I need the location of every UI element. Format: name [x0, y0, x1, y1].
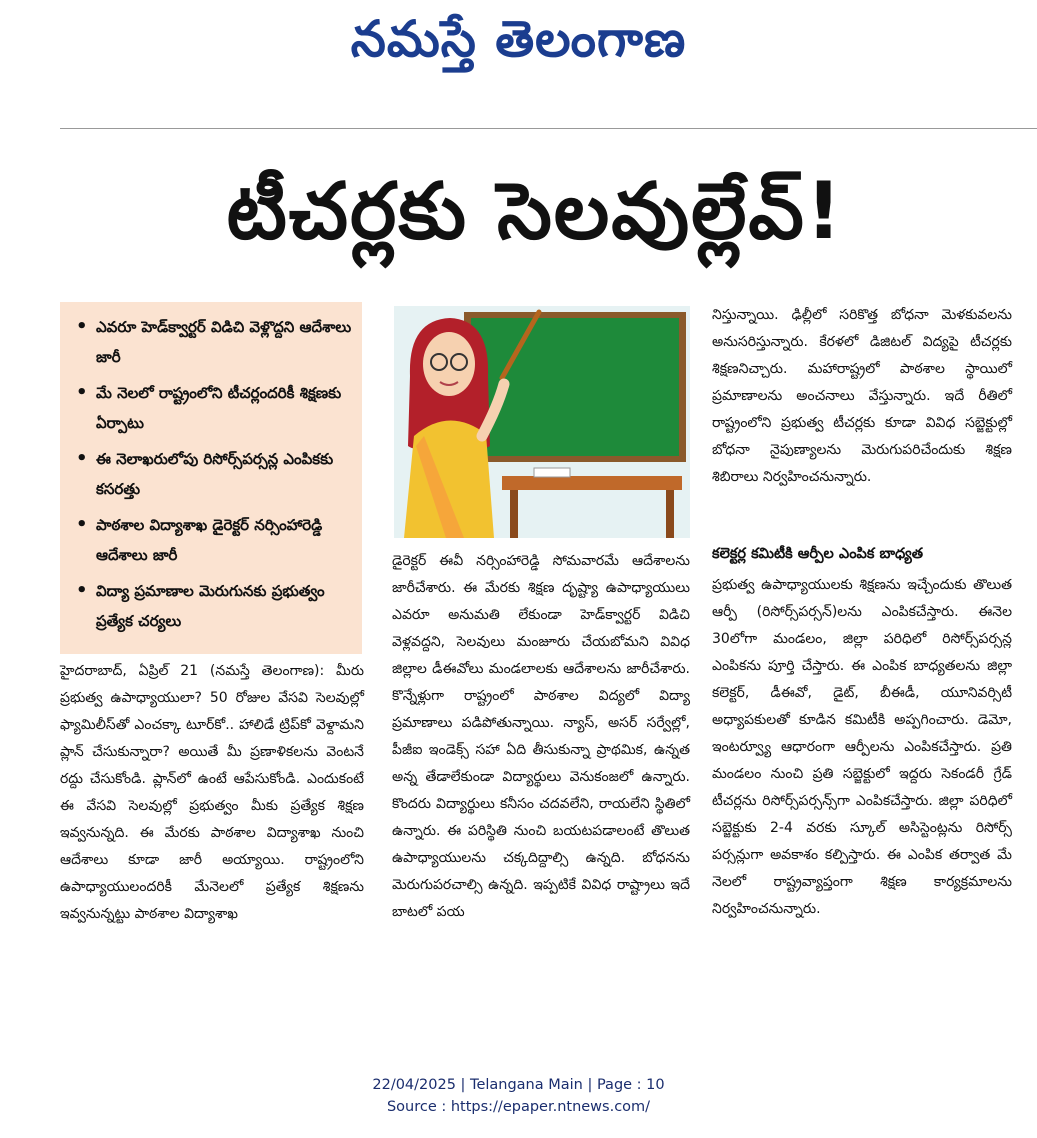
article-column-3-continued: [712, 572, 1012, 992]
highlights-box: [60, 302, 362, 654]
highlight-item: • విద్యా ప్రమాణాల మెరుగునకు ప్రభుత్వం ప్రత్యేక చర్యలు: [74, 576, 352, 636]
highlight-item: • ఈ నెలాఖరులోపు రిసోర్స్‌పర్సన్ల ఎంపికకు కసరత్తు: [74, 444, 352, 504]
masthead-divider: [60, 128, 1037, 129]
section-subheading: కలెక్టర్ల కమిటీకి ఆర్పీల ఎంపిక బాధ్యత: [712, 546, 924, 562]
article-column-2: [392, 548, 690, 998]
teacher-at-blackboard-image: [394, 306, 690, 538]
newspaper-masthead: నమస్తే తెలంగాణ: [350, 9, 687, 68]
highlight-item: • పాఠశాల విద్యాశాఖ డైరెక్టర్ నర్సింహారెడ్డి ఆదేశాలు జారీ: [74, 510, 352, 570]
article-paragraph: ప్రభుత్వ ఉపాధ్యాయులకు శిక్షణను ఇచ్చేందుకు తొలుత ఆర్పీ (రిసోర్స్‌పర్సన్)లను ఎంపికచేస్తారు. ఈనెల 30లోగా మండలం, జిల్లా పరిధిలో రిసోర్స్‌పర్సన్ల ఎంపికను పూర్తి చేస్తారు. ఈ ఎంపిక బాధ్యతలను జిల్లా కలెక్టర్, డీఈవో, డైట్, బీఈడీ, యూనివర్సిటీ అధ్యాపకులతో కూడిన కమిటీకి అప్పగించారు. డెమో, ఇంటర్వ్యూ ఆధారంగా ఆర్పీలను ఎంపికచేస్తారు. ప్రతి మండలం నుంచి ప్రతి సబ్జెక్టులో ఇద్దరు సెకండరీ గ్రేడ్ టీచర్లను రిసోర్స్‌పర్సన్స్‌గా ఎంపికచేస్తారు. జిల్లా పరిధిలో సబ్జెక్టుకు 2-4 వరకు స్కూల్ అసిస్టెంట్లను రిసోర్స్ పర్సన్లుగా అవకాశం కల్పిస్తారు. ఈ ఎంపిక తర్వాత మే నెలలో రాష్ట్రవ్యాప్తంగా శిక్షణ కార్యక్రమాలను నిర్వహించనున్నారు.: [712, 577, 1012, 917]
article-headline: టీచర్లకు సెలవుల్లేవ్!: [226, 167, 844, 257]
edition-info: 22/04/2025 | Telangana Main | Page : 10: [372, 1077, 665, 1093]
teacher-illustration: [394, 306, 690, 538]
article-column-3: [712, 302, 1012, 532]
article-paragraph: హైదరాబాద్, ఏప్రిల్ 21 (నమస్తే తెలంగాణ): మీరు ప్రభుత్వ ఉపాధ్యాయులా? 50 రోజుల వేసవి సెలవుల్లో ఫ్యామిలీస్‌తో ఎంచక్కా టూర్‌కో.. హాలిడే ట్రిప్‌కో వెళ్దామని ప్లాన్ చేసుకున్నారా? అయితే మీ ప్రణాళికలను వెంటనే రద్దు చేసుకోండి. ప్లాన్‌లో ఉంటే ఆపేసుకోండి. ఎందుకంటే ఈ వేసవి సెలవుల్లో ప్రభుత్వం మీకు ప్రత్యేక శిక్షణ ఇవ్వనున్నది. ఈ మేరకు పాఠశాల విద్యాశాఖ నుంచి ఆదేశాలు కూడా జారీ అయ్యాయి. రాష్ట్రంలోని ఉపాధ్యాయులందరికీ మేనెలలో ప్రత్యేక శిక్షణను ఇవ్వనున్నట్టు పాఠశాల విద్యాశాఖ: [60, 663, 364, 922]
highlight-item: • ఎవరూ హెడ్‌క్వార్టర్ విడిచి వెళ్లొద్దని ఆదేశాలు జారీ: [74, 312, 352, 372]
article-column-1: [60, 658, 364, 998]
page-footer: [0, 1074, 1037, 1118]
article-paragraph: నిస్తున్నాయి. ఢిల్లీలో సరికొత్త బోధనా మెళకువలను అనుసరిస్తున్నారు. కేరళలో డిజిటల్ విద్యపై టీచర్లకు శిక్షణనిచ్చారు. మహారాష్ట్రలో పాఠశాల స్థాయిలో ప్రమాణాలను అంచనాలు వేస్తున్నారు. ఇదే రీతిలో రాష్ట్రంలోని ప్రభుత్వ టీచర్లకు కూడా వివిధ సబ్జెక్టుల్లో బోధనా నైపుణ్యాలను మెరుగుపరిచేందుకు శిక్షణ శిబిరాలు నిర్వహించనున్నారు.: [712, 307, 1012, 485]
article-paragraph: డైరెక్టర్ ఈవీ నర్సింహారెడ్డి సోమవారమే ఆదేశాలను జారీచేశారు. ఈ మేరకు శిక్షణ దృష్ట్యా ఉపాధ్యాయులు ఎవరూ అనుమతి లేకుండా హెడ్‌క్వార్టర్ విడిచి వెళ్లవద్దని, సెలవులు మంజూరు చేయబోమని వివిధ జిల్లాల డీఈవోలు మండలాలకు ఆదేశాలను జారీచేశారు. కొన్నేళ్లుగా రాష్ట్రంలో పాఠశాల విద్యలో విద్యా ప్రమాణాలు పడిపోతున్నాయి. న్యాస్, అసర్ సర్వేల్లో, పీజీఐ ఇండెక్స్ సహా ఏది తీసుకున్నా ప్రాథమిక, ఉన్నత అన్న తేడాలేకుండా విద్యార్థులు వెనుకంజలో ఉన్నారు. కొందరు విద్యార్థులు కనీసం చదవలేని, రాయలేని స్థితిలో ఉన్నారు. ఈ పరిస్థితి నుంచి బయటపడాలంటే తొలుత ఉపాధ్యాయులను చక్కదిద్దాల్సి ఉన్నది. బోధనను మెరుగుపరచాల్సి ఉన్నది. ఇప్పటికే వివిధ రాష్ట్రాలు ఇదే బాటలో పయ: [392, 553, 690, 920]
source-link[interactable]: Source : https://epaper.ntnews.com/: [386, 1099, 651, 1115]
highlight-item: • మే నెలలో రాష్ట్రంలోని టీచర్లందరికీ శిక్షణకు ఏర్పాటు: [74, 378, 352, 438]
